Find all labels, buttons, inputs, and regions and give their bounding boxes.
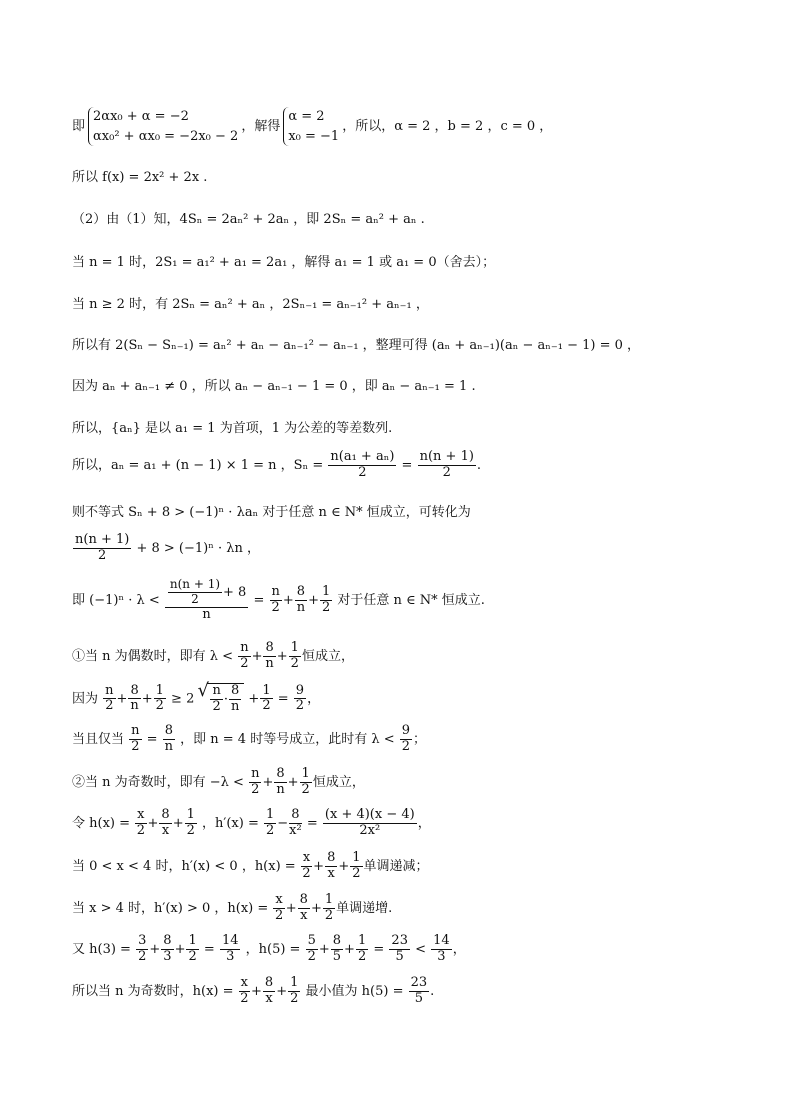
numerator: 1 [265,807,275,822]
fraction [301,851,312,882]
numerator: n [271,583,280,599]
text: + [149,941,161,957]
line-8: 所以，{aₙ} 是以 a₁ = 1 为首项，1 为公差的等差数列. [72,421,393,436]
fraction [73,533,131,564]
denominator: 2 [321,599,331,615]
text: . [430,983,435,999]
text: ，即 n = 4 时等号成立，此时有 λ < [180,731,395,747]
fraction [163,724,175,755]
fraction [389,934,410,965]
text: ， [452,941,466,957]
text: ； [413,731,427,747]
fraction [294,684,306,715]
fraction [260,684,272,715]
numerator: 1 [321,583,331,599]
text: + 8 > (−1)ⁿ · λn ， [136,540,260,556]
numerator: 1 [301,766,310,781]
denominator: 2 [290,655,299,671]
denominator: 2 [302,865,311,881]
text: + 8 [223,584,247,600]
line-16 [72,767,365,798]
line-18 [72,851,429,882]
denominator: 2 [240,655,249,671]
numerator: x [302,850,311,865]
line-19 [72,893,392,924]
fraction [210,684,222,715]
fraction [154,684,166,715]
fraction [323,808,417,839]
text: + [276,648,288,664]
text: = [253,592,265,608]
denominator: n [276,781,285,797]
equation: αx₀² + αx₀ = −2x₀ − 2 [93,128,239,144]
line-10: 则不等式 Sₙ + 8 > (−1)ⁿ · λaₙ 对于任意 n ∈ N* 恒成立，可转化为 [72,505,471,520]
text: 即 [72,119,86,134]
text: − [277,815,289,831]
numerator: 23 [410,975,428,990]
denominator: 2 [358,464,367,480]
text: = [373,941,385,957]
numerator: 14 [221,933,239,948]
text: = [203,941,215,957]
denominator: 3 [163,948,172,964]
denominator: n [202,606,211,622]
equation: x₀ = −1 [288,128,340,144]
line-6: 所以有 2(Sₙ − Sₙ₋₁) = aₙ² + aₙ − aₙ₋₁² − aₙ₋₁ ，整理可得 (aₙ + aₙ₋₁)(aₙ − aₙ₋₁ − 1) = 0 ， [72,338,641,353]
text: + [344,941,355,957]
text: 当且仅当 [72,731,125,747]
text: + [262,774,274,790]
fraction [136,934,148,965]
denominator: n [265,655,274,671]
denominator: 2 [186,822,195,838]
fraction [168,578,222,607]
text: + [338,858,350,874]
line-17 [72,808,431,839]
denominator: 2 [324,907,334,923]
numerator: 8 [296,583,306,599]
numerator: x [137,807,145,822]
text: = [277,691,289,707]
text: ，解得 [241,119,281,134]
denominator: n [130,698,139,714]
numerator: √ n [212,683,221,698]
fraction [300,767,312,798]
text: 恒成立， [312,774,365,790]
fraction [328,450,396,481]
text: + [308,592,319,608]
denominator: 5 [414,990,424,1006]
denominator: 3 [226,948,235,964]
denominator: x [300,907,308,923]
text: ， [417,815,431,831]
text: . [476,457,482,473]
text: 对于任意 n ∈ N* 恒成立. [337,592,485,608]
numerator: 1 [188,933,197,948]
denominator: 5 [332,948,342,964]
fraction [298,893,310,924]
denominator: 2 [262,698,271,714]
numerator: 8 [264,975,274,990]
text: + [141,691,153,707]
text: = [401,457,413,473]
text: + [313,858,325,874]
numerator: 8 [164,723,173,738]
line-15 [72,724,426,755]
text: 令 h(x) = [72,815,131,831]
numerator: n [105,682,114,698]
denominator: 2 [212,698,221,714]
equation: 2αx₀ + α = −2 [93,109,189,124]
fraction [295,585,307,616]
denominator: x² [289,822,302,838]
numerator: 14 [433,933,450,948]
text: + [287,774,299,790]
text: + [147,815,159,831]
denominator: 2 [240,990,249,1006]
numerator: n [131,723,140,738]
numerator: 8 [231,683,240,698]
fraction [249,767,261,798]
equation-system-1 [88,107,238,146]
fraction [409,976,430,1007]
numerator: n [251,766,260,781]
text: + [248,691,260,707]
numerator: (x + 4)(x − 4) [324,807,415,822]
numerator: 8 [163,933,172,948]
numerator: 8 [327,850,336,865]
fraction [289,641,301,672]
fraction [220,934,241,965]
text: 最小值为 h(5) = [305,983,404,999]
text: + [116,691,128,707]
text: · [223,691,228,707]
fraction [129,724,141,755]
text: ，所以，α = 2 ，b = 2 ，c = 0 ， [342,119,553,134]
numerator: n [240,640,249,655]
fraction [263,976,275,1007]
text: 即 (−1)ⁿ · λ < [72,592,160,608]
line-20 [72,934,466,965]
denominator: 2 [136,822,145,838]
text: 当 0 < x < 4 时，h′(x) < 0 ，h(x) = [72,858,296,874]
numerator: 8 [276,766,285,781]
text: < [415,941,427,957]
numerator: 1 [357,933,367,948]
fraction [161,934,173,965]
numerator: 1 [290,975,299,990]
text: 又 h(3) = [72,941,131,957]
denominator: x [161,822,170,838]
numerator: 8 [289,808,302,824]
fraction [238,641,250,672]
text: 单调递增. [336,900,393,916]
denominator: 2 [271,599,280,615]
denominator: 2 [307,948,316,964]
numerator [165,578,248,608]
text: + [251,648,263,664]
fraction [273,893,284,924]
numerator: 8 [299,892,308,907]
denominator: 2 [155,698,164,714]
text: + [174,941,186,957]
numerator: n(n + 1) [75,532,130,547]
numerator: x [240,975,248,990]
denominator: 2 [251,781,260,797]
line-2: 所以 f(x) = 2x² + 2x . [72,170,208,185]
numerator: n(n + 1) [169,577,221,591]
fraction [431,934,452,965]
line-14 [72,683,320,715]
fraction [274,767,286,798]
fraction [418,450,476,481]
line-5: 当 n ≥ 2 时，有 2Sₙ = aₙ² + aₙ ，2Sₙ₋₁ = aₙ₋₁² + aₙ₋₁ ， [72,297,429,312]
denominator: 2 [191,591,199,606]
denominator: 2 [301,781,310,797]
fraction [289,808,302,839]
compound-fraction [165,578,248,623]
text: + [172,815,184,831]
text: ②当 n 为奇数时，即有 −λ < [72,774,244,790]
line-21 [72,976,434,1007]
line-13 [72,641,354,672]
denominator: 5 [395,948,404,964]
text: ①当 n 为偶数时，即有 λ < [72,648,234,664]
denominator: 2 [138,948,147,964]
fraction [103,684,115,715]
numerator: 23 [391,933,408,948]
line-12 [72,578,485,623]
numerator: 9 [401,723,411,738]
denominator: n [164,738,174,754]
text: = [146,731,158,747]
denominator: 2 [105,698,114,714]
text: 所以当 n 为奇数时，h(x) = [72,983,234,999]
fraction [325,851,337,882]
numerator: 1 [290,640,299,655]
fraction [135,808,146,839]
denominator: x [327,865,335,881]
denominator: 2 [442,464,451,480]
denominator: 2 [290,990,299,1006]
numerator: 3 [138,933,147,948]
fraction [239,976,250,1007]
fraction [350,851,362,882]
denominator: x [265,990,273,1006]
numerator: 8 [130,682,139,698]
numerator: 9 [295,682,305,698]
denominator: 2 [131,738,140,754]
text: + [276,983,288,999]
text: ，h′(x) = [202,815,259,831]
fraction [264,808,276,839]
numerator: 1 [352,850,361,865]
numerator: 8 [161,807,170,822]
text: + [285,900,297,916]
text: ，h(5) = [245,941,301,957]
text: ≥ 2 [171,691,195,707]
numerator: x [275,892,283,907]
denominator: 2 [295,698,305,714]
fraction [186,934,198,965]
fraction [320,585,332,616]
line-3: （2）由（1）知，4Sₙ = 2aₙ² + 2aₙ ，即 2Sₙ = aₙ² + aₙ . [72,212,425,227]
numerator: 1 [262,682,271,698]
text: 恒成立， [301,648,354,664]
text: + [251,983,262,999]
line-1 [72,107,552,146]
fraction [270,585,282,616]
text: 当 x > 4 时，h′(x) > 0 ，h(x) = [72,900,269,916]
denominator: 2 [265,822,275,838]
fraction [263,641,275,672]
text: + [318,941,330,957]
fraction [356,934,368,965]
line-4: 当 n = 1 时，2S₁ = a₁² + a₁ = 2a₁ ，解得 a₁ = 1 或 a₁ = 0（舍去）； [72,255,496,270]
text: + [310,900,322,916]
denominator: 2 [401,738,411,754]
fraction [306,934,318,965]
numerator: 5 [307,933,316,948]
fraction [323,893,335,924]
text: ， [307,691,321,707]
line-7: 因为 aₙ + aₙ₋₁ ≠ 0 ，所以 aₙ − aₙ₋₁ − 1 = 0 ，即 aₙ − aₙ₋₁ = 1 . [72,379,476,394]
text: + [282,592,294,608]
line-9 [72,450,481,481]
numerator: n(n + 1) [419,449,474,464]
text: 单调递减； [363,858,429,874]
denominator: 2x² [359,822,381,838]
equation-system-2 [283,107,339,146]
fraction [159,808,171,839]
equation: α = 2 [288,109,325,124]
numerator: 8 [265,640,274,655]
numerator: 1 [324,892,334,907]
line-11 [72,533,260,564]
denominator: 2 [98,547,107,563]
denominator: n [296,599,306,615]
text: = [306,815,318,831]
text: 所以，aₙ = a₁ + (n − 1) × 1 = n ，Sₙ = [72,457,324,473]
fraction [128,684,140,715]
denominator: 3 [437,948,446,964]
square-root [207,683,244,715]
denominator: 2 [352,865,361,881]
fraction [185,808,197,839]
numerator: 1 [186,807,195,822]
denominator: 2 [188,948,197,964]
fraction [288,976,300,1007]
fraction [331,934,343,965]
denominator: 2 [357,948,367,964]
fraction [400,724,412,755]
numerator: n(a₁ + aₙ) [330,449,395,464]
numerator: 1 [155,682,164,698]
text: 因为 [72,691,99,707]
denominator: n [230,698,240,714]
denominator: 2 [274,907,284,923]
fraction [229,684,241,715]
numerator: 8 [332,933,342,948]
